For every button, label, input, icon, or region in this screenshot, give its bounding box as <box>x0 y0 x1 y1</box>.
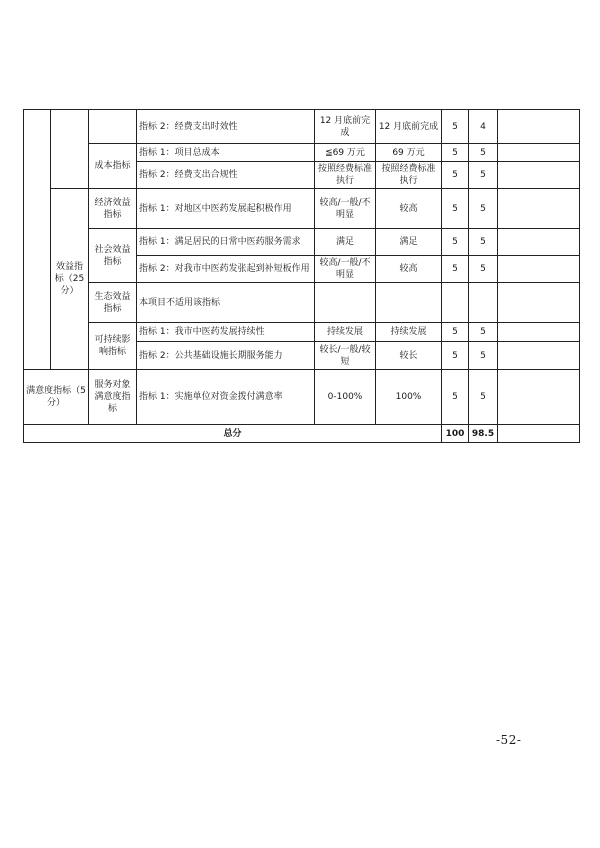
target-value: 较高/一般/不明显 <box>315 189 376 229</box>
actual-value: 持续发展 <box>376 323 442 342</box>
actual-value: 12 月底前完成 <box>376 110 442 144</box>
actual-value: 满足 <box>376 229 442 256</box>
actual-value <box>376 283 442 323</box>
actual-value: 较长 <box>376 342 442 370</box>
group-label: 效益指标（25 分） <box>51 189 89 370</box>
score-value <box>469 283 498 323</box>
table-row <box>24 110 580 144</box>
score-value: 5 <box>469 323 498 342</box>
target-value: 满足 <box>315 229 376 256</box>
deviation-cell <box>498 189 580 229</box>
table-row <box>24 323 580 342</box>
category-label: 成本指标 <box>89 144 137 189</box>
score-value: 5 <box>469 342 498 370</box>
weight-value: 5 <box>442 144 469 162</box>
indicator-name: 指标 1：满足居民的日常中医药服务需求 <box>137 229 315 256</box>
category-label: 可持续影响指标 <box>89 323 137 370</box>
category-cell-time <box>89 110 137 144</box>
group-label: 满意度指标（5 分） <box>24 370 89 425</box>
deviation-cell <box>498 342 580 370</box>
weight-value: 5 <box>442 370 469 425</box>
weight-value: 5 <box>442 256 469 283</box>
table-row <box>24 144 580 162</box>
indicator-name: 指标 1：实施单位对资金拨付满意率 <box>137 370 315 425</box>
table-row <box>24 370 580 425</box>
not-applicable-note: 本项目不适用该指标 <box>137 283 315 323</box>
table-row <box>24 283 580 323</box>
table-row <box>24 229 580 256</box>
indicator-name: 指标 1：我市中医药发展持续性 <box>137 323 315 342</box>
weight-value: 5 <box>442 342 469 370</box>
weight-value: 5 <box>442 229 469 256</box>
deviation-cell <box>498 110 580 144</box>
indicator-name: 指标 2：对我市中医药发张起到补短板作用 <box>137 256 315 283</box>
target-value: 较高/一般/不明显 <box>315 256 376 283</box>
category-label: 社会效益指标 <box>89 229 137 283</box>
target-value: 0-100% <box>315 370 376 425</box>
actual-value: 较高 <box>376 189 442 229</box>
deviation-cell <box>498 162 580 189</box>
indicator-name: 指标 2：经费支出合规性 <box>137 162 315 189</box>
total-label: 总分 <box>24 425 442 443</box>
category-label: 经济效益指标 <box>89 189 137 229</box>
deviation-cell <box>498 144 580 162</box>
primary-indicator-cell <box>24 110 51 370</box>
deviation-cell <box>498 256 580 283</box>
score-value: 5 <box>469 229 498 256</box>
score-value: 5 <box>469 370 498 425</box>
weight-value: 5 <box>442 162 469 189</box>
weight-value: 5 <box>442 189 469 229</box>
indicator-name: 指标 1：项目总成本 <box>137 144 315 162</box>
deviation-cell <box>498 370 580 425</box>
deviation-cell <box>498 283 580 323</box>
total-weight: 100 <box>442 425 469 443</box>
score-value: 5 <box>469 162 498 189</box>
target-value: ≦69 万元 <box>315 144 376 162</box>
table-row-total <box>24 425 580 443</box>
actual-value: 较高 <box>376 256 442 283</box>
table-row <box>24 189 580 229</box>
page-number: -52- <box>496 733 522 747</box>
actual-value: 按照经费标准执行 <box>376 162 442 189</box>
score-value: 4 <box>469 110 498 144</box>
category-label: 服务对象满意度指标 <box>89 370 137 425</box>
weight-value: 5 <box>442 110 469 144</box>
weight-value: 5 <box>442 323 469 342</box>
target-value <box>315 283 376 323</box>
actual-value: 69 万元 <box>376 144 442 162</box>
deviation-cell <box>498 425 580 443</box>
performance-table <box>23 109 580 443</box>
target-value: 较长/一般/较短 <box>315 342 376 370</box>
category-label: 生态效益指标 <box>89 283 137 323</box>
group-cell-output <box>51 110 89 189</box>
deviation-cell <box>498 323 580 342</box>
deviation-cell <box>498 229 580 256</box>
weight-value <box>442 283 469 323</box>
target-value: 12 月底前完成 <box>315 110 376 144</box>
indicator-name: 指标 2：公共基础设施长期服务能力 <box>137 342 315 370</box>
total-score: 98.5 <box>469 425 498 443</box>
actual-value: 100% <box>376 370 442 425</box>
target-value: 按照经费标准执行 <box>315 162 376 189</box>
indicator-name: 指标 2：经费支出时效性 <box>137 110 315 144</box>
score-value: 5 <box>469 256 498 283</box>
score-value: 5 <box>469 189 498 229</box>
target-value: 持续发展 <box>315 323 376 342</box>
score-value: 5 <box>469 144 498 162</box>
indicator-name: 指标 1：对地区中医药发展起积极作用 <box>137 189 315 229</box>
